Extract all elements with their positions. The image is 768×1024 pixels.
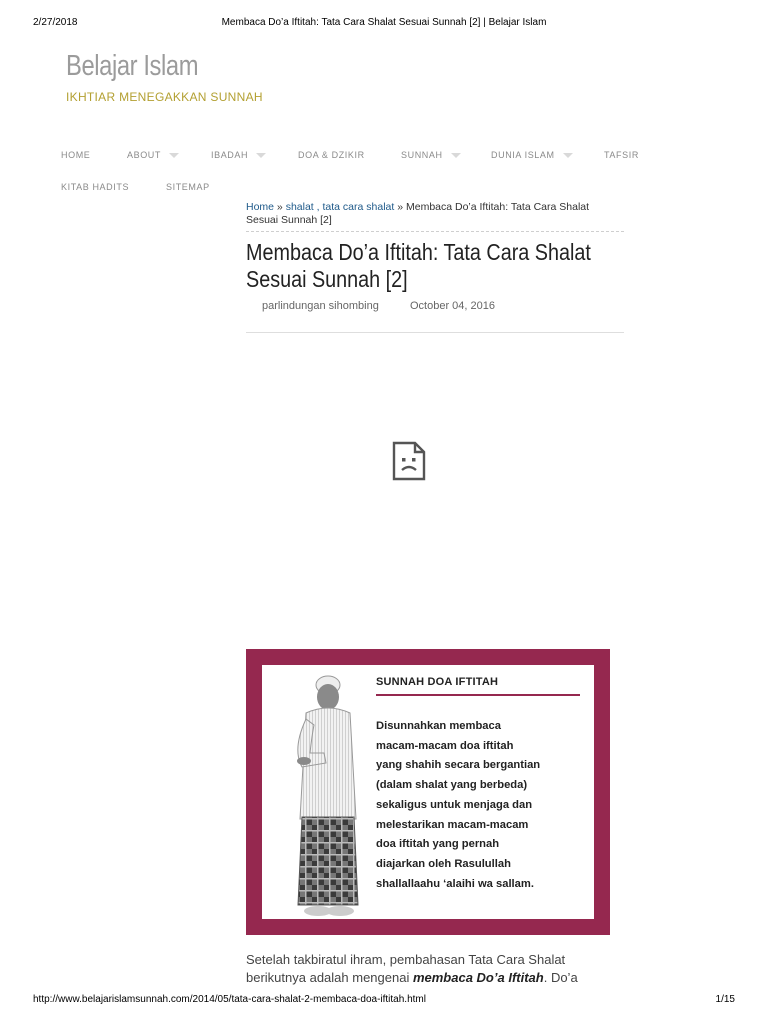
post-title: Membaca Do’a Iftitah: Tata Cara Shalat Sesuai Sunnah [2]: [246, 239, 591, 292]
nav-dunia-islam[interactable]: DUNIA ISLAM: [491, 150, 573, 160]
print-date: 2/27/2018: [33, 17, 78, 28]
infographic-heading: SUNNAH DOA IFTITAH: [376, 676, 499, 688]
chevron-down-icon: [169, 153, 179, 158]
site-tagline: IKHTIAR MENEGAKKAN SUNNAH: [66, 90, 263, 104]
nav-sunnah[interactable]: SUNNAH: [401, 150, 461, 160]
print-url: http://www.belajarislamsunnah.com/2014/05/tata-cara-shalat-2-membaca-doa-iftitah.html: [33, 994, 426, 1005]
nav-home[interactable]: HOME: [61, 150, 91, 160]
chevron-down-icon: [451, 153, 461, 158]
breadcrumb: Home » shalat , tata cara shalat » Membaca Do’a Iftitah: Tata Cara Shalat Sesuai Sunnah [2]: [246, 201, 590, 226]
breadcrumb-home-link[interactable]: Home: [246, 201, 275, 213]
infographic-rule: [376, 694, 580, 696]
nav-kitab-hadits[interactable]: KITAB HADITS: [61, 182, 130, 192]
breadcrumb-current: Membaca Do’a Iftitah: Tata Cara Shalat Sesuai Sunnah [2]: [246, 201, 590, 226]
infographic-body: Disunnahkan membaca macam-macam doa iftitah yang shahih secara bergantian (dalam shalat yang berbeda) sekaligus untuk menjaga dan melestarikan macam-macam doa iftitah yang pernah diajarkan oleh Rasulullah shallallaahu ‘alaihi wa sallam.: [376, 720, 541, 890]
breadcrumb-divider: [246, 231, 624, 232]
infographic-sunnah-doa-iftitah: [246, 649, 610, 935]
post-author[interactable]: parlindungan sihombing: [262, 300, 379, 312]
chevron-down-icon: [256, 153, 266, 158]
nav-sitemap[interactable]: SITEMAP: [166, 182, 210, 192]
print-page-number: 1/15: [715, 994, 735, 1005]
nav-doa-dzikir[interactable]: DOA & DZIKIR: [298, 150, 365, 160]
print-page-title: Membaca Do’a Iftitah: Tata Cara Shalat Sesuai Sunnah [2] | Belajar Islam: [221, 17, 547, 28]
praying-man-illustration: [276, 669, 372, 919]
infographic-panel: [262, 665, 594, 919]
post-date: October 04, 2016: [410, 300, 496, 312]
site-title[interactable]: Belajar Islam: [66, 50, 199, 82]
breadcrumb-category-tata-cara-shalat[interactable]: tata cara shalat: [322, 201, 395, 213]
emphasis-text: membaca Do’a Iftitah: [412, 970, 544, 985]
breadcrumb-category-shalat[interactable]: shalat: [285, 201, 314, 213]
meta-divider: [246, 332, 624, 333]
broken-image-icon: [391, 441, 427, 481]
nav-ibadah[interactable]: IBADAH: [211, 150, 266, 160]
nav-tafsir[interactable]: TAFSIR: [604, 150, 639, 160]
article-paragraph: Setelah takbiratul ihram, pembahasan Tata Cara Shalat berikutnya adalah mengenai membaca Do’a Iftitah. Do’a: [246, 952, 578, 985]
nav-about[interactable]: ABOUT: [127, 150, 179, 160]
chevron-down-icon: [563, 153, 573, 158]
